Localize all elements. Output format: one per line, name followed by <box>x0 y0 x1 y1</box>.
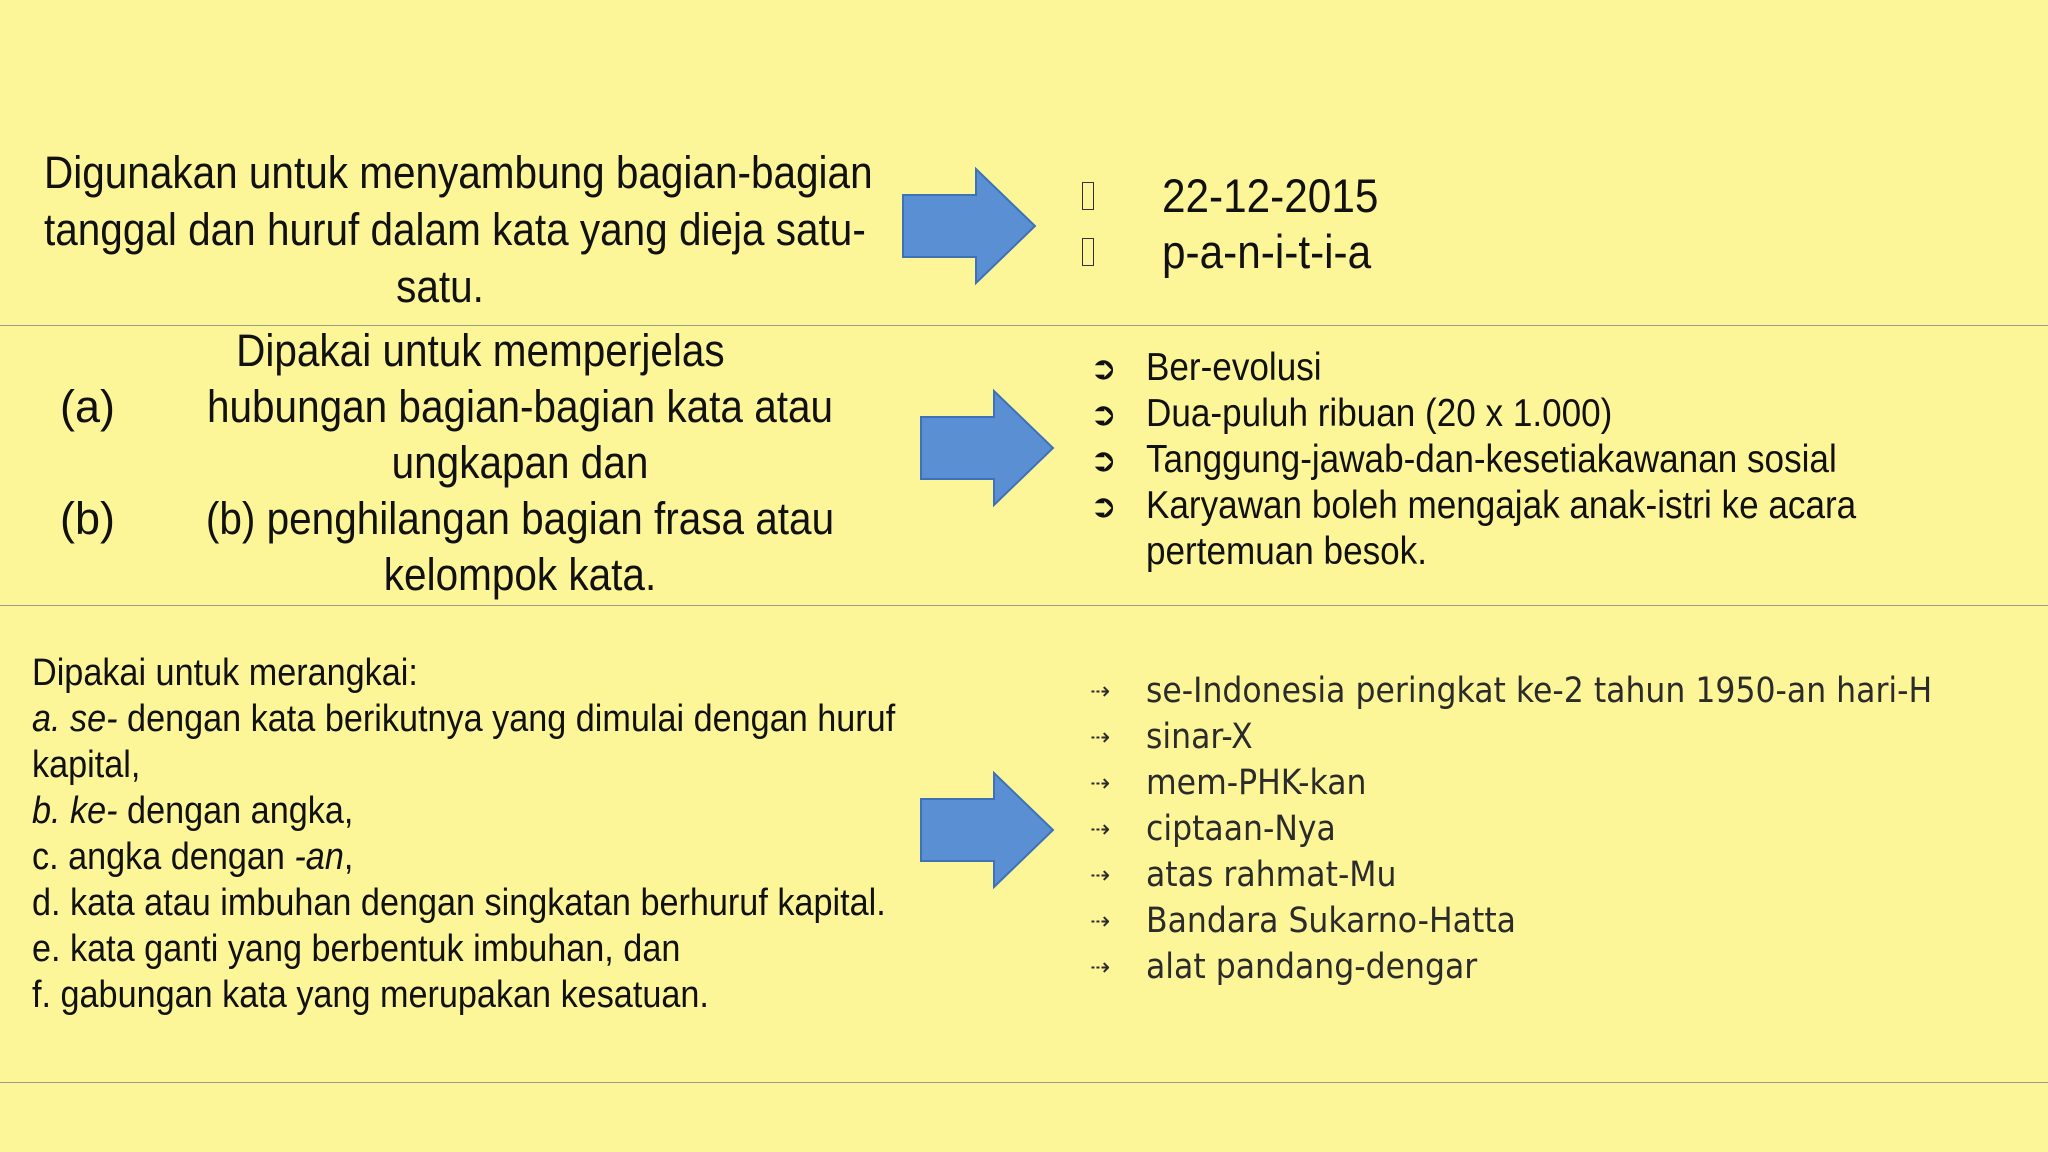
rule-3-line <box>32 788 895 834</box>
italic-prefix: a. se- <box>32 698 118 740</box>
list-item <box>1090 668 2020 714</box>
rule-3-examples <box>1090 668 2020 990</box>
rule-3-title: Dipakai untuk merangkai: <box>32 652 418 694</box>
example-text: atas rahmat-Mu <box>1146 855 1397 895</box>
example-text: sinar-X <box>1146 717 1253 757</box>
rule-1-description <box>0 144 880 315</box>
example-text: pertemuan besok. <box>1146 530 1427 573</box>
square-bullet-icon <box>1082 182 1094 210</box>
rule-2-description <box>60 323 900 603</box>
divider-3 <box>0 1082 2048 1083</box>
rule-1-line: Digunakan untuk menyambung bagian-bagian <box>44 147 873 198</box>
example-text: Dua-puluh ribuan (20 x 1.000) <box>1146 392 1613 435</box>
list-item <box>1090 714 2020 760</box>
arrow-bullet-icon: ➲ <box>1090 350 1117 386</box>
dashed-arrow-bullet-icon: ⇢ <box>1090 861 1111 889</box>
list-item <box>1090 944 2020 990</box>
rule-3-line <box>32 880 895 926</box>
item-text <box>140 491 900 603</box>
list-item <box>1090 760 2020 806</box>
line-text: dengan kata berikutnya yang dimulai dengan huruf <box>117 698 896 740</box>
example-text: alat pandang-dengar <box>1146 947 1478 987</box>
rule-3-description <box>32 650 991 1018</box>
line-text: , <box>343 836 354 878</box>
rule-2-item-a <box>60 379 900 491</box>
example-text: se-Indonesia peringkat ke-2 tahun 1950-an hari-H <box>1146 671 1933 711</box>
example-text: Bandara Sukarno-Hatta <box>1146 901 1516 941</box>
example-text: Ber-evolusi <box>1146 346 1322 389</box>
dashed-arrow-bullet-icon: ⇢ <box>1090 815 1111 843</box>
rule-1-examples <box>1082 168 1402 280</box>
list-item <box>1082 168 1402 224</box>
list-item <box>1090 391 1935 437</box>
divider-2 <box>0 605 2048 606</box>
dashed-arrow-bullet-icon: ⇢ <box>1090 769 1111 797</box>
line-text: c. angka dengan <box>32 836 295 878</box>
arrow-bullet-icon: ➲ <box>1090 396 1117 432</box>
arrow-bullet-icon: ➲ <box>1090 488 1117 524</box>
dashed-arrow-bullet-icon: ⇢ <box>1090 677 1111 705</box>
list-item <box>1090 806 2020 852</box>
list-item <box>1090 852 2020 898</box>
example-text: p-a-n-i-t-i-a <box>1162 225 1372 278</box>
item-line: kelompok kata. <box>383 549 657 600</box>
item-line: ungkapan dan <box>391 437 649 488</box>
rule-1-line: tanggal dan huruf dalam kata yang dieja satu- <box>44 204 866 255</box>
line-text: kapital, <box>32 744 141 786</box>
italic-prefix: b. ke- <box>32 790 118 832</box>
italic-suffix: -an <box>294 836 344 878</box>
rule-2-item-b <box>60 491 900 603</box>
rule-2-title <box>60 323 900 379</box>
item-marker: (a) <box>60 381 115 432</box>
list-item <box>1090 898 2020 944</box>
dashed-arrow-bullet-icon: ⇢ <box>1090 907 1111 935</box>
rule-3-line <box>32 742 895 788</box>
item-text <box>140 379 900 491</box>
example-text: mem-PHK-kan <box>1146 763 1367 803</box>
arrow-bullet-icon: ➲ <box>1090 442 1117 478</box>
list-item <box>1090 483 1935 529</box>
rule-2-examples <box>1090 345 1935 575</box>
arrow-right-icon <box>918 770 1056 890</box>
line-text: d. kata atau imbuhan dengan singkatan berhuruf kapital. <box>32 882 886 924</box>
example-text: Tanggung-jawab-dan-kesetiakawanan sosial <box>1146 438 1837 481</box>
dashed-arrow-bullet-icon: ⇢ <box>1090 723 1111 751</box>
dashed-arrow-bullet-icon: ⇢ <box>1090 953 1111 981</box>
arrow-right-icon <box>918 388 1056 508</box>
line-text: dengan angka, <box>117 790 354 832</box>
rule-3-line <box>32 834 895 880</box>
example-text: 22-12-2015 <box>1162 169 1379 222</box>
example-text: ciptaan-Nya <box>1146 809 1336 849</box>
line-text: f. gabungan kata yang merupakan kesatuan. <box>32 974 709 1016</box>
item-line: hubungan bagian-bagian kata atau <box>206 381 834 432</box>
line-text: e. kata ganti yang berbentuk imbuhan, dan <box>32 928 681 970</box>
rule-3-line <box>32 972 895 1018</box>
square-bullet-icon <box>1082 238 1094 266</box>
list-item <box>1090 437 1935 483</box>
rule-1-line: satu. <box>396 261 484 312</box>
rule-2-title-text: Dipakai untuk memperjelas <box>235 325 725 376</box>
list-item <box>1082 224 1402 280</box>
list-item <box>1090 345 1935 391</box>
item-marker: (b) <box>60 493 115 544</box>
rule-3-line <box>32 696 895 742</box>
example-text: Karyawan boleh mengajak anak-istri ke acara <box>1146 484 1857 527</box>
rule-3-line <box>32 926 895 972</box>
arrow-right-icon <box>900 166 1038 286</box>
list-item-continuation <box>1090 529 1935 575</box>
item-line: (b) penghilangan bagian frasa atau <box>205 493 835 544</box>
